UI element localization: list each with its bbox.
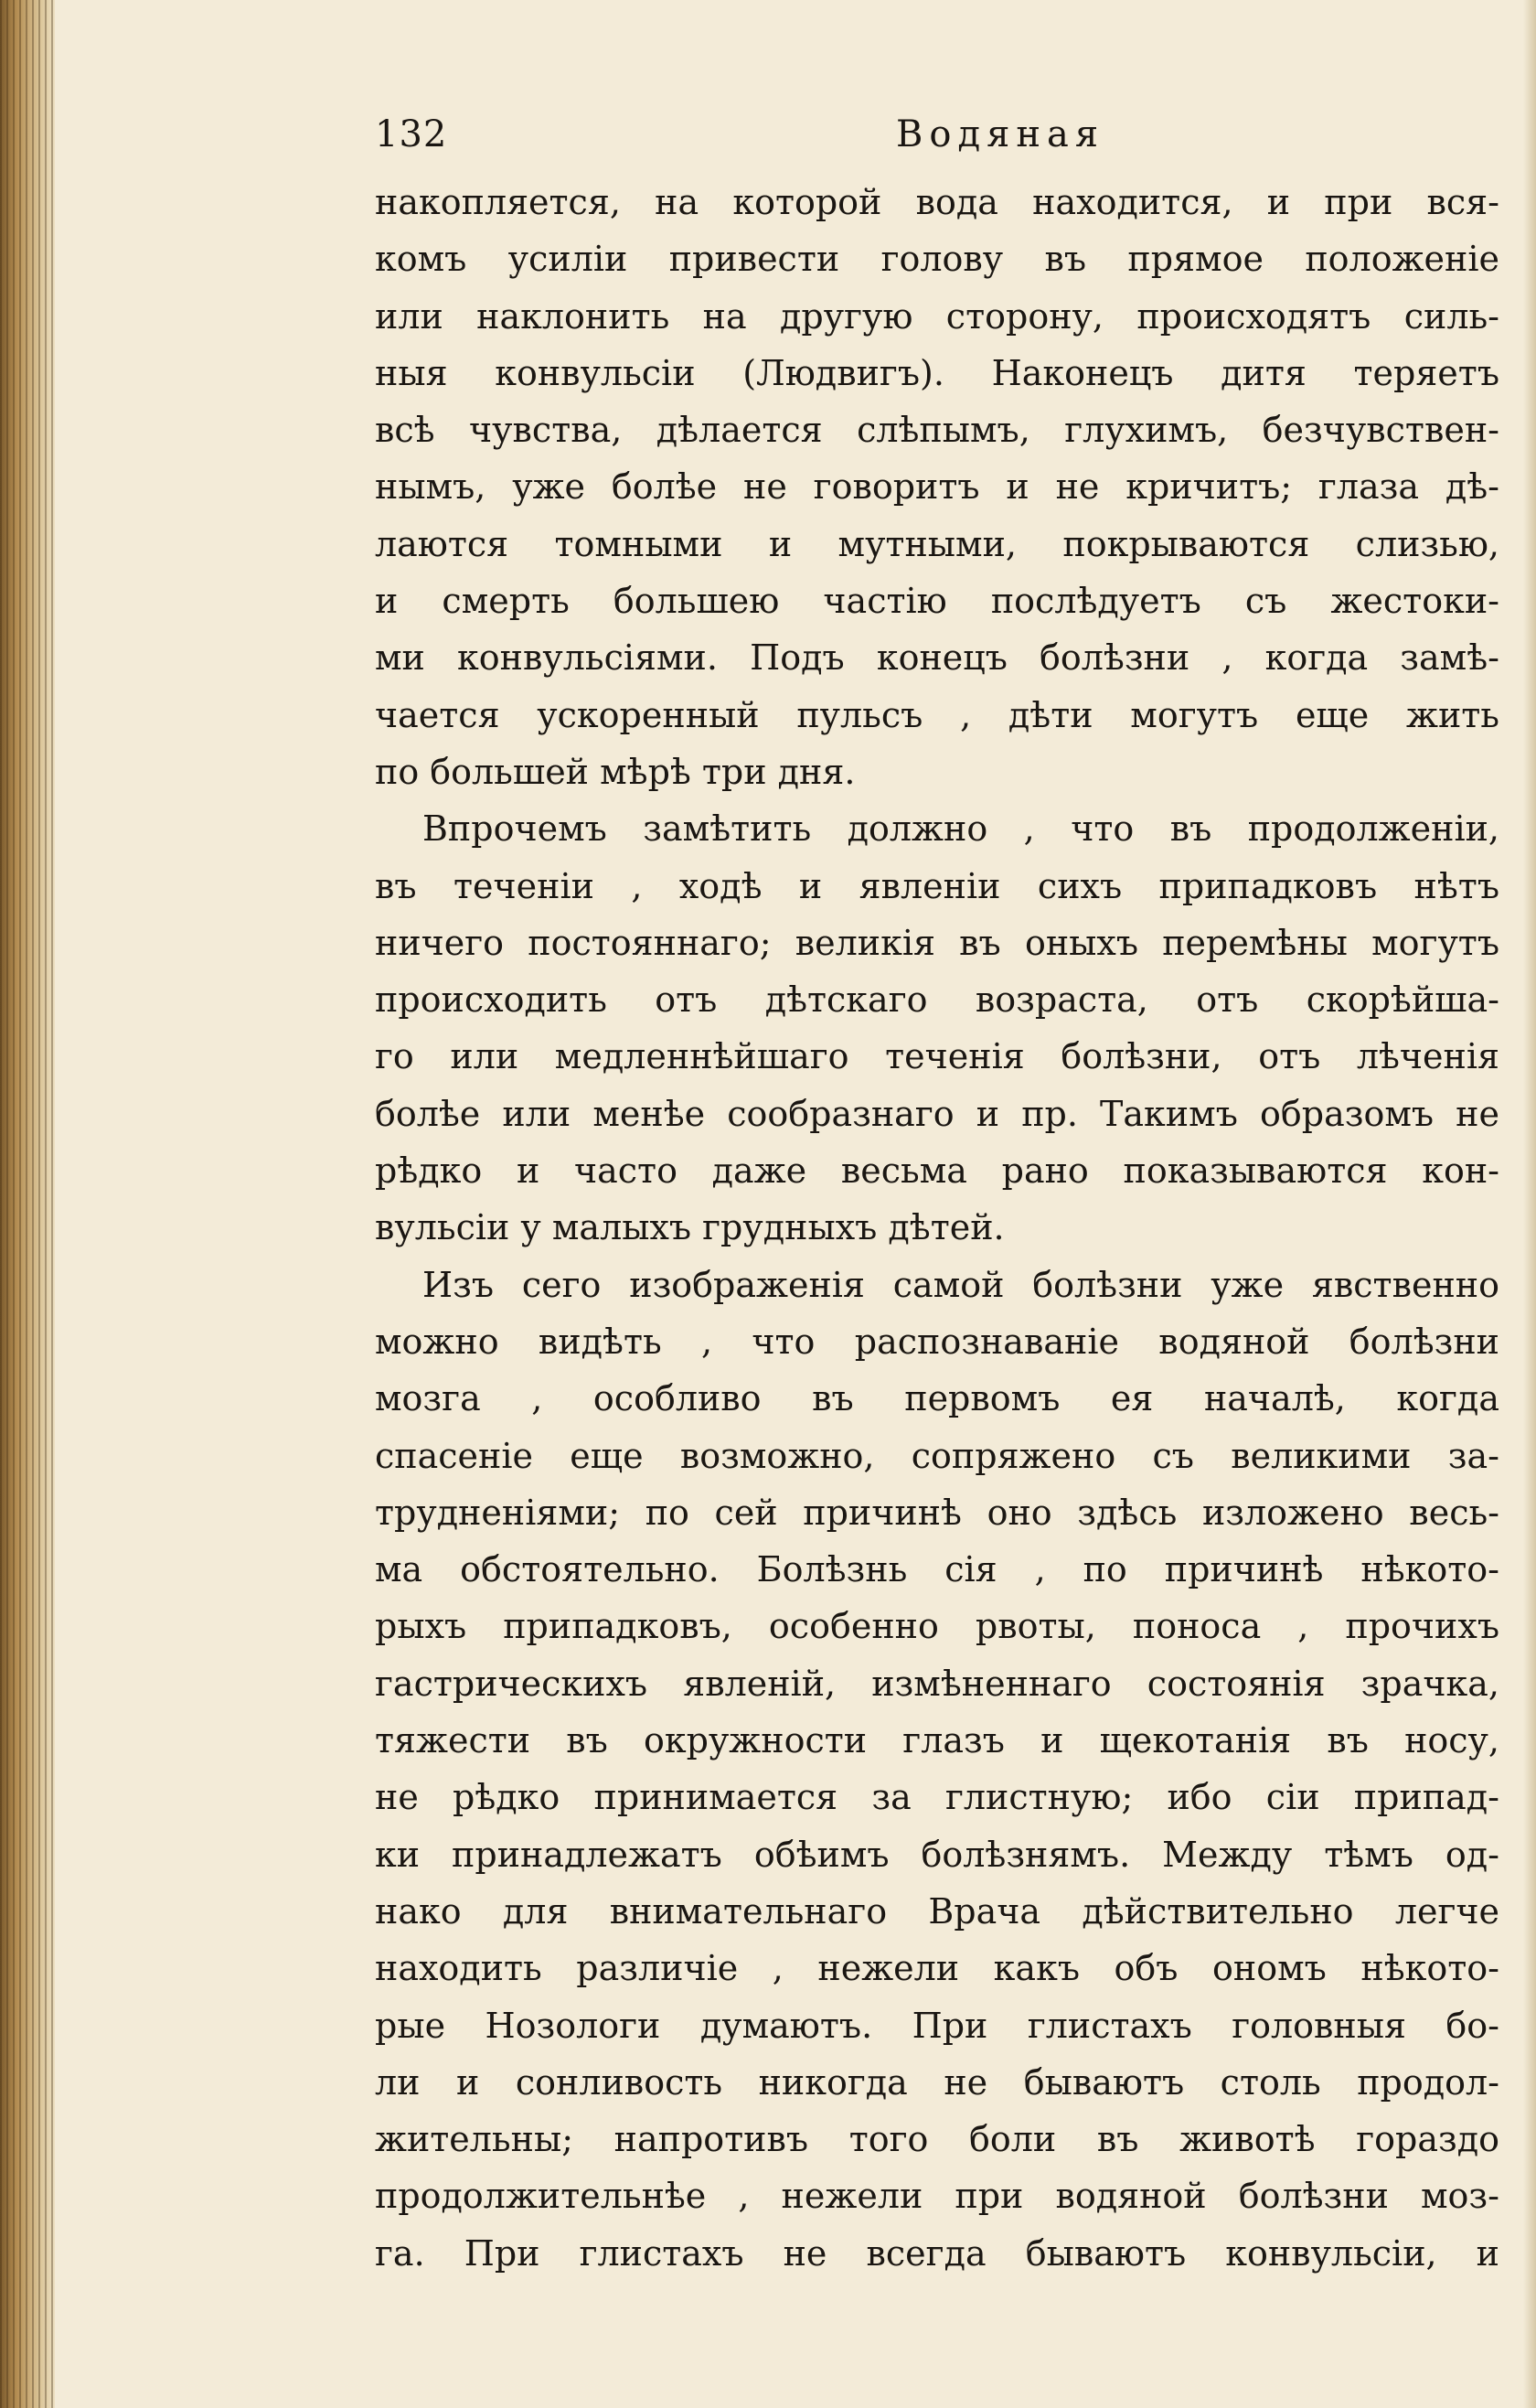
text-line: находить различіе , нежели какъ объ ономъ нѣкото-	[375, 1948, 1499, 1989]
page-right-edge	[1523, 0, 1536, 2408]
text-line: происходить отъ дѣтскаго возраста, отъ скорѣйша-	[375, 979, 1499, 1021]
text-line: рые Нозологи думаютъ. При глистахъ головныя бо-	[375, 2005, 1499, 2046]
text-line: Впрочемъ замѣтить должно , что въ продолженіи,	[422, 808, 1499, 850]
text-line: го или медленнѣйшаго теченія болѣзни, отъ лѣченія	[375, 1036, 1499, 1077]
text-line: не рѣдко принимается за глистную; ибо сіи припад-	[375, 1777, 1499, 1818]
text-line: рыхъ припадковъ, особенно рвоты, поноса , прочихъ	[375, 1606, 1499, 1647]
text-line: ничего постояннаго; великія въ оныхъ перемѣны могутъ	[375, 922, 1499, 963]
text-line: ныя конвульсіи (Людвигъ). Наконецъ дитя теряетъ	[375, 352, 1499, 393]
running-head: Водяная	[896, 113, 1105, 155]
text-line: Изъ сего изображенія самой болѣзни уже явственно	[422, 1264, 1499, 1305]
text-line: нымъ, уже болѣе не говоритъ и не кричитъ; глаза дѣ-	[375, 466, 1499, 508]
text-line: вульсіи у малыхъ грудныхъ дѣтей.	[375, 1207, 1005, 1248]
text-line: ма обстоятельно. Болѣзнь сія , по причинѣ нѣкото-	[375, 1549, 1499, 1590]
text-line: чается ускоренный пульсъ , дѣти могутъ еще жить	[375, 694, 1499, 735]
text-line: по большей мѣрѣ три дня.	[375, 751, 856, 792]
text-line: болѣе или менѣе сообразнаго и пр. Такимъ образомъ не	[375, 1093, 1499, 1134]
text-line: комъ усиліи привести голову въ прямое положеніе	[375, 239, 1499, 280]
text-line: всѣ чувства, дѣлается слѣпымъ, глухимъ, безчувствен-	[375, 410, 1499, 451]
text-line: рѣдко и часто даже весьма рано показываются кон-	[375, 1150, 1499, 1192]
page-stack-edge	[0, 0, 55, 2408]
text-line: тяжести въ окружности глазъ и щекотанія въ носу,	[375, 1720, 1499, 1761]
page-number: 132	[375, 113, 448, 155]
page-header	[375, 101, 1499, 174]
text-line: спасеніе еще возможно, сопряжено съ великими за-	[375, 1435, 1499, 1476]
body-text	[375, 174, 1499, 2282]
text-line: лаются томными и мутными, покрываются слизью,	[375, 523, 1499, 564]
text-line: ми конвульсіями. Подъ конецъ болѣзни , когда замѣ-	[375, 637, 1499, 679]
text-line: или наклонить на другую сторону, происходятъ силь-	[375, 295, 1499, 337]
text-line: гастрическихъ явленій, измѣненнаго состоянія зрачка,	[375, 1663, 1499, 1704]
text-line: мозга , особливо въ первомъ ея началѣ, когда	[375, 1378, 1499, 1419]
text-line: трудненіями; по сей причинѣ оно здѣсь изложено весь-	[375, 1492, 1499, 1533]
text-line: продолжительнѣе , нежели при водяной болѣзни моз-	[375, 2176, 1499, 2217]
text-line: и смерть большею частію послѣдуетъ съ жестоки-	[375, 581, 1499, 622]
text-line: ли и сонливость никогда не бываютъ столь продол-	[375, 2061, 1499, 2103]
text-line: га. При глистахъ не всегда бываютъ конвульсіи, и	[375, 2232, 1499, 2274]
text-line: въ теченіи , ходѣ и явленіи сихъ припадковъ нѣтъ	[375, 865, 1499, 906]
text-line: жительны; напротивъ того боли въ животѣ гораздо	[375, 2119, 1499, 2160]
text-line: нако для внимательнаго Врача дѣйствительно легче	[375, 1890, 1499, 1932]
text-line: накопляется, на которой вода находится, и при вся-	[375, 182, 1499, 222]
book-page	[375, 101, 1499, 2282]
text-line: можно видѣть , что распознаваніе водяной болѣзни	[375, 1321, 1499, 1362]
text-line: ки принадлежатъ обѣимъ болѣзнямъ. Между тѣмъ од-	[375, 1834, 1499, 1875]
